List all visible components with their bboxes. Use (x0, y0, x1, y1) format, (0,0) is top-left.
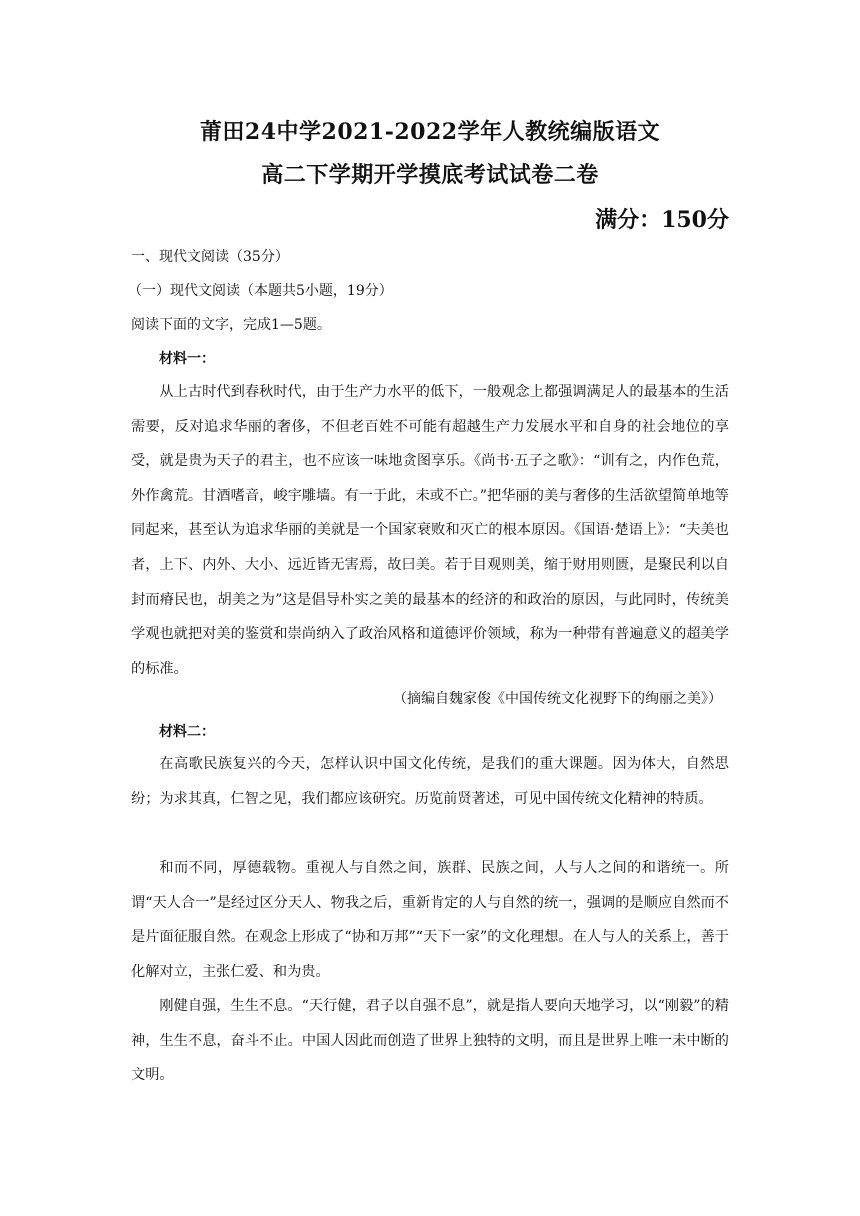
reading-instruction: 阅读下面的文字，完成1—5题。 (131, 317, 331, 333)
material1-label: 材料一： (159, 351, 215, 367)
material2-paragraph-1: 在高歌民族复兴的今天，怎样认识中国文化传统，是我们的重大课题。因为体大，自然思纷；为求其真，仁智之见，我们都应该研究。历览前贤著述，可见中国传统文化精神的特质。 (131, 756, 729, 807)
material2-paragraph-3: 刚健自强，生生不息。“天行健，君子以自强不息”，就是指人要向天地学习，以“刚毅”的精神，生生不息，奋斗不止。中国人因此而创造了世界上独特的文明，而且是世界上唯一未中断的文明。 (131, 998, 729, 1084)
section-subheading: （一）现代文阅读（本题共5小题，19分） (128, 283, 393, 299)
section-heading: 一、现代文阅读（35分） (131, 249, 289, 265)
material1-paragraph: 从上古时代到春秋时代，由于生产力水平的低下，一般观念上都强调满足人的最基本的生活需要，反对追求华丽的奢侈，不但老百姓不可能有超越生产力发展水平和自身的社会地位的享受，就是贵为天子的君主，也不应该一味地贪图享乐。《尚书·五子之歌》：“训有之，内作色荒，外作禽荒。甘酒嗜音，峻宇雕墙。有一于此，未或不亡。”把华丽的美与奢侈的生活欲望简单地等同起来，甚至认为追求华丽的美就是一个国家衰败和灭亡的根本原因。《国语·楚语上》：“夫美也者，上下、内外、大小、远近皆无害焉，故曰美。若于目观则美，缩于财用则匮，是聚民利以自封而瘠民也，胡美之为”这是倡导朴实之美的最基本的经济的和政治的原因，与此同时，传统美学观也就把对美的鉴赏和崇尚纳入了政治风格和道德评价领域，称为一种带有普遍意义的超美学的标准。 (131, 384, 729, 677)
material2-label: 材料二： (159, 724, 215, 740)
exam-title-line2: 高二下学期开学摸底考试试卷二卷 (261, 162, 599, 188)
material1-source: （摘编自魏家俊《中国传统文化视野下的绚丽之美》） (393, 691, 722, 707)
material2-paragraph-2: 和而不同，厚德载物。重视人与自然之间，族群、民族之间，人与人之间的和谐统一。所谓“天人合一”是经过区分天人、物我之后，重新肯定的人与自然的统一，强调的是顺应自然而不是片面征服自然。在观念上形成了“协和万邦”“天下一家”的文化理想。在人与人的关系上，善于化解对立，主张仁爱、和为贵。 (131, 860, 729, 980)
exam-title-line1: 莆田24中学2021-2022学年人教统编版语文 (199, 119, 661, 145)
total-score: 满分：150分 (595, 207, 729, 233)
